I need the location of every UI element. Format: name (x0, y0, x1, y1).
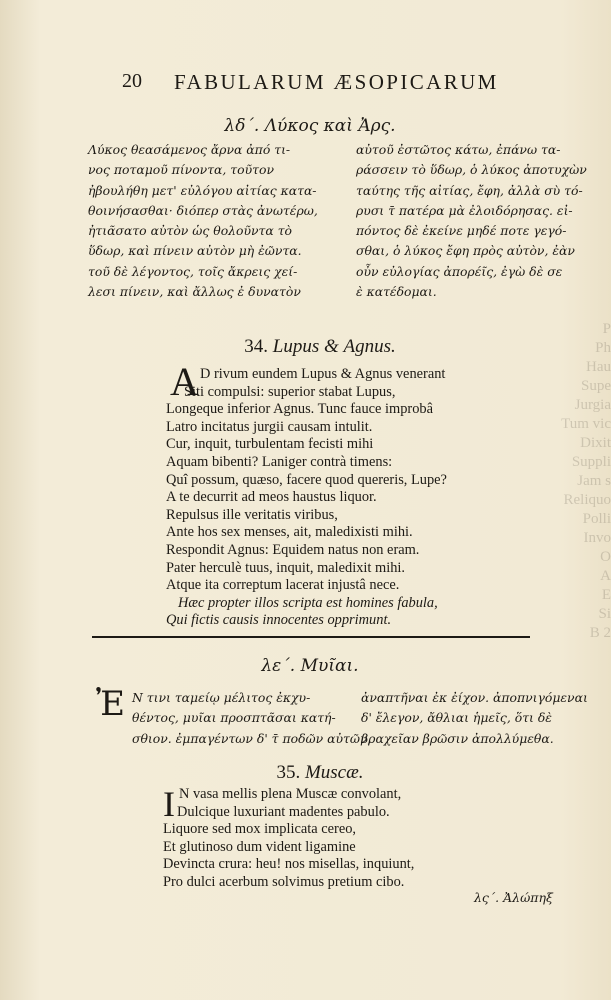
latin-verses-2 (163, 786, 414, 892)
greek-left-line: νος ποταμοῦ πίνοντα, τοῦτον (88, 162, 274, 178)
drop-cap-a: A (170, 359, 199, 404)
bleed-line: Tum vic (561, 416, 611, 432)
verse-line: Ante hos sex menses, ait, maledixisti mihi. (166, 524, 413, 541)
latin-verses-1 (166, 366, 447, 630)
verse-line: A te decurrit ad meos haustus liquor. (166, 489, 377, 506)
greek-right-line: ράσσειν τὸ ὕδωρ, ὁ λύκος ἀποτυχὼν (356, 162, 587, 178)
greek-left-line: θοινήσασθαι· διόπερ στὰς ἀνωτέρω, (88, 202, 318, 218)
latin-fable-title-1 (200, 336, 440, 358)
moral-line: Qui fictis causis innocentes opprimunt. (166, 612, 392, 629)
greek-right-line: πόντος δὲ ἐκείνε μηδέ ποτε γεγό- (356, 223, 567, 239)
greek-right-line: ρυσι τ̄ πατέρα μὰ ἐλοιδόρησας. εἰ- (356, 202, 573, 218)
bleed-line: Invo (583, 530, 611, 546)
drop-cap-i: I (163, 784, 175, 824)
greek-right-line: οὖν εὐλογίας ἀπορέῖς, ἐγὼ δὲ σε (356, 263, 563, 279)
greek-right-line: βραχεῖαν βρῶσιν ἀπολλύμεθα. (361, 730, 554, 746)
greek-right-line: σθαι, ὁ λύκος ἔφη πρὸς αὐτὸν, ἐὰν (356, 243, 575, 259)
moral-line: Hæc propter illos scripta est homines fabula, (178, 594, 438, 611)
fable-number: 35. (276, 762, 301, 783)
title-word-lupus: Lupus (272, 336, 320, 357)
page-header (122, 70, 542, 98)
bleed-line: Jam s (577, 473, 611, 489)
bleed-line: B 2 (589, 625, 611, 641)
bleed-line: Reliquo (563, 492, 611, 508)
greek-right-line: ὲ κατέδομαι. (356, 284, 437, 300)
greek-left-line: ὕδωρ, καὶ πίνειν αὐτὸν μὴ ἐῶντα. (88, 243, 302, 259)
greek-fable-title-2: λε΄. Μυῖαι. (261, 656, 359, 676)
bleed-line: Si (598, 606, 611, 622)
verse-line: Siti compulsi: superior stabat Lupus, (184, 383, 396, 400)
verse-line: Et glutinoso dum vident ligamine (163, 838, 356, 855)
title-word-agnus: Agnus. (343, 336, 396, 357)
greek-right-line: δ' ἔλεγον, ἄθλιαι ἡμεῖς, ὅτι δὲ (361, 710, 552, 726)
greek-left-line: σθιον. ἐμπαγέντων δ' τ̄ ποδῶν αὐτῶν, (132, 730, 372, 746)
bleed-through-text (551, 320, 611, 880)
verse-line: Cur, inquit, turbulentam fecisti mihi (166, 436, 374, 453)
bleed-line: Dixit (580, 435, 611, 451)
verse-line: Devincta crura: heu! nos misellas, inquiunt, (163, 856, 415, 873)
greek-left-line: Ν τινι ταμείῳ μέλιτος ἐκχυ- (132, 690, 311, 705)
verse-line: Aquam bibenti? Laniger contrà timens: (166, 453, 393, 470)
greek-left-line: ἠβουλήθη μετ' εὐλόγου αἰτίας κατα- (88, 182, 317, 198)
verse-line: Pater herculè tuus, inquit, maledixit mihi. (166, 559, 405, 576)
greek-left-line: τοῦ δὲ λέγοντος, τοῖς ἄκρεις χεί- (88, 263, 298, 279)
verse-line: Liquore sed mox implicata cereo, (163, 821, 357, 838)
verse-line: Respondit Agnus: Equidem natus non eram. (166, 541, 420, 558)
verse-line: N vasa mellis plena Muscæ convolant, (179, 786, 402, 802)
bleed-line: O (600, 549, 611, 565)
greek-column-left-2 (132, 688, 371, 749)
title-word-muscae: Muscæ. (304, 762, 364, 783)
bleed-line: Ph (595, 340, 611, 356)
bleed-line: Jurgia (574, 397, 611, 413)
verse-line: Atque ita correptum lacerat injustâ nece. (166, 577, 400, 594)
greek-right-line: ταύτης τῆς αἰτίας, ἔφη, ἀλλὰ σὺ τό- (356, 182, 583, 198)
running-title: FABULARUM ÆSOPICARUM (174, 70, 499, 94)
bleed-line: Hau (586, 359, 611, 375)
verse-line: Pro dulci acerbum solvimus pretium cibo. (163, 873, 405, 890)
latin-fable-title-2 (240, 762, 400, 784)
catchword: λς΄. Ἀλώπηξ (474, 890, 553, 905)
greek-right-line: ἀναπτῆναι ἐκ ἐίχον. ἀποπνιγόμεναι (361, 690, 588, 705)
greek-left-line: ἠτιᾶσατο αὐτὸν ὡς θολοῦντα τὸ (88, 223, 293, 239)
verse-line: Longeque inferior Agnus. Tunc fauce improbâ (166, 401, 433, 418)
bleed-line: E (601, 587, 611, 603)
greek-column-right-2 (361, 688, 588, 749)
verse-line: D rivum eundem Lupus & Agnus venerant (200, 366, 446, 382)
greek-right-line: αὐτοῦ ἐστῶτος κάτω, ἐπάνω τα- (356, 142, 561, 157)
greek-left-line: λεσι πίνειν, καὶ ἄλλως ἐ δυνατὸν (88, 284, 301, 300)
drop-cap-greek: Ἐ (96, 684, 126, 724)
greek-left-line: Λύκος θεασάμενος ἄρνα ἀπό τι- (88, 142, 291, 157)
verse-line: Quî possum, quæso, facere quod quereris, Lupe? (166, 471, 447, 488)
verse-line: Dulcique luxuriant madentes pabulo. (177, 803, 390, 820)
verse-line: Repulsus ille veritatis viribus, (166, 506, 338, 523)
section-divider (92, 636, 530, 638)
greek-column-right-1 (356, 140, 587, 302)
page-number: 20 (122, 70, 142, 92)
bleed-line: Polli (582, 511, 611, 527)
title-ampersand: & (323, 336, 339, 357)
bleed-line: A (600, 568, 611, 584)
greek-column-left-1 (88, 140, 318, 302)
bleed-line: Supe (581, 378, 611, 394)
greek-left-line: θέντος, μυῖαι προσπτᾶσαι κατή- (132, 710, 336, 726)
bleed-line: P (602, 321, 611, 337)
fable-number: 34. (244, 336, 268, 357)
bleed-line: Suppli (571, 454, 611, 470)
greek-fable-title-1: λδ΄. Λύκος καὶ Ἀρς. (224, 116, 396, 136)
verse-line: Latro incitatus jurgii causam intulit. (166, 418, 373, 435)
